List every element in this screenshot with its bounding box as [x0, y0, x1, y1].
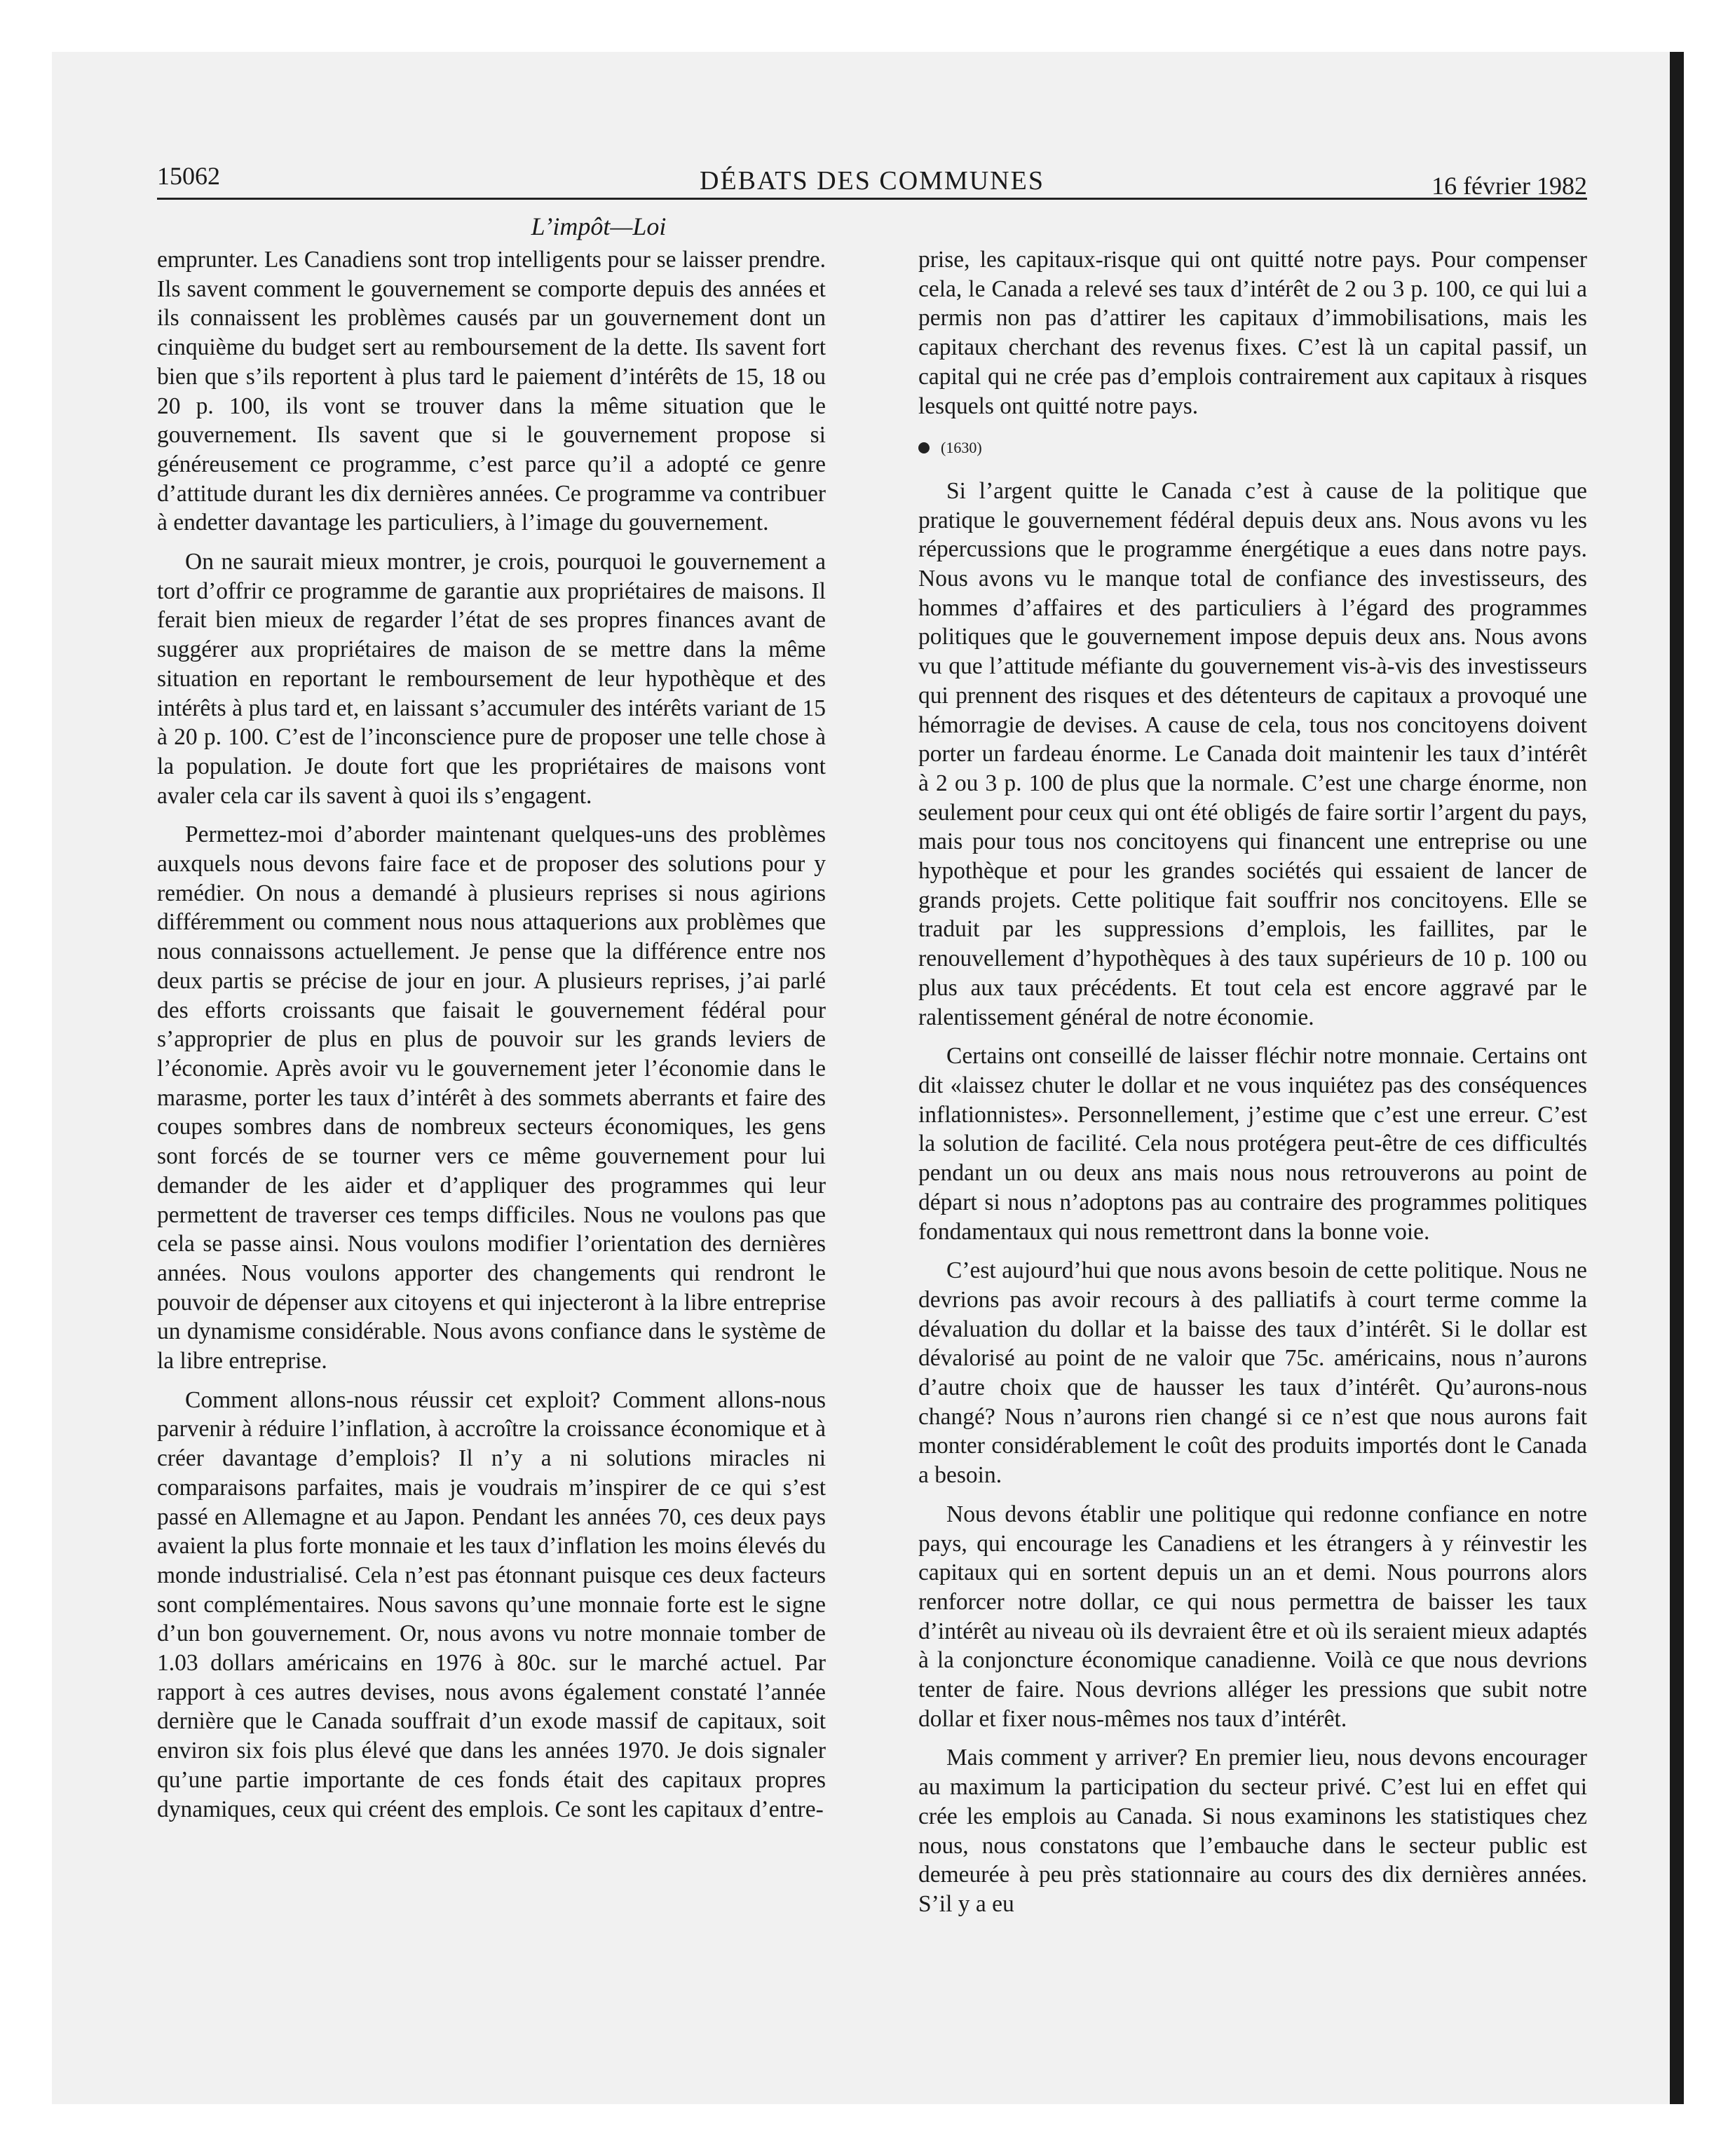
bullet-icon — [918, 442, 930, 453]
issue-date: 16 février 1982 — [1431, 172, 1587, 200]
journal-title: DÉBATS DES COMMUNES — [700, 166, 1045, 196]
paragraph: Permettez-moi d’aborder maintenant quelques-uns des problèmes auxquels nous devons faire face et de proposer des solutions pour y remédier. On nous a demandé à plusieurs reprises si nous agirions différemment ou comment nous nous attaquerions aux problèmes que nous connaissons actuellement. Je pense que la différence entre nos deux partis se précise de jour en jour. A plusieurs reprises, j’ai parlé des efforts croissants que faisait le gouvernement fédéral pour s’approprier de plus en plus de pouvoir sur les grands leviers de l’économie. Après avoir vu le gouvernement jeter l’économie dans le marasme, porter les taux d’intérêt à des sommets aberrants et faire des coupes sombres dans de nombreux secteurs économiques, les gens sont forcés de se tourner vers ce même gouvernement pour lui demander de les aider et d’appliquer des programmes qui leur permettent de traverser ces temps difficiles. Nous ne voulons pas que cela se passe ainsi. Nous voulons modifier l’orientation des dernières années. Nous voulons apporter des changements qui rendront le pouvoir de dépenser aux citoyens et qui injecteront à la libre entreprise un dynamisme considérable. Nous avons confiance dans le système de la libre entreprise. — [157, 821, 826, 1374]
paragraph: On ne saurait mieux montrer, je crois, pourquoi le gouvernement a tort d’offrir ce programme de garantie aux propriétaires de maisons. Il ferait bien mieux de regarder l’état de ses propres finances avant de suggérer aux propriétaires de maison de se mettre dans la même situation en reportant le remboursement de leur hypothèque et des intérêts à plus tard et, en laissant s’accumuler des intérêts variant de 15 à 20 p. 100. C’est de l’inconscience pure de proposer une telle chose à la population. Je doute fort que les propriétaires de maisons vont avaler cela car ils savent à quoi ils s’engagent. — [157, 549, 826, 809]
paragraph: Comment allons-nous réussir cet exploit? Comment allons-nous parvenir à réduire l’inflation, à accroître la croissance économique et à créer davantage d’emplois? Il n’y a ni solutions miracles ni comparaisons parfaites, mais je voudrais m’inspirer de ce qui s’est passé en Allemagne et au Japon. Pendant les années 70, ces deux pays avaient la plus forte monnaie et les taux d’inflation les moins élevés du monde industrialisé. Cela n’est pas étonnant puisque ces deux facteurs sont complémentaires. Nous savons qu’une monnaie forte est le signe d’un bon gouvernement. Or, nous avons vu notre monnaie tomber de 1.03 dollars américains en 1976 à 80c. sur le marché actuel. Par rapport à ces autres devises, nous avons également constaté l’année dernière que le Canada souffrait d’un exode massif de capitaux, soit environ six fois plus élevé que dans les années 1970. Je dois signaler qu’une partie importante de ces fonds était des capitaux propres dynamiques, ceux qui créent des emplois. Ce sont les capitaux d’entre- — [157, 1386, 826, 1822]
paragraph: C’est aujourd’hui que nous avons besoin de cette politique. Nous ne devrions pas avoir recours à des palliatifs à court terme comme la dévaluation du dollar et la baisse des taux d’intérêt. Si le dollar est dévalorisé au point de ne valoir que 75c. américains, nous n’aurons d’autre choix que de hausser les taux d’intérêt. Qu’aurons-nous changé? Nous n’aurons rien changé si ce n’est que nous aurons fait monter considérablement le coût des produits importés dont le Canada a besoin. — [918, 1257, 1587, 1489]
paragraph: Mais comment y arriver? En premier lieu, nous devons encourager au maximum la participation du secteur privé. C’est lui en effet qui crée les emplois au Canada. Si nous examinons les statistiques chez nous, nous constatons que l’embauche dans le secteur public est demeurée à peu près stationnaire au cours des dix dernières années. S’il y a eu — [918, 1745, 1587, 1917]
right-column — [918, 245, 1587, 1929]
time-marker — [918, 433, 1587, 463]
document-page — [157, 161, 1587, 1929]
running-title: L’impôt—Loi — [531, 212, 667, 240]
page-number: 15062 — [157, 162, 220, 190]
header-rule — [157, 198, 1587, 200]
left-column — [157, 245, 826, 1929]
paragraph: Certains ont conseillé de laisser fléchir notre monnaie. Certains ont dit «laissez chuter le dollar et ne vous inquiétez pas des conséquences inflationnistes». Personnellement, j’estime que c’est une erreur. C’est la solution de facilité. Cela nous protégera peut-être de ces difficultés pendant un ou deux ans mais nous nous retrouverons au point de départ si nous n’adoptons pas au contraire des programmes politiques fondamentaux qui nous remettront dans la bonne voie. — [918, 1043, 1587, 1245]
paragraph: Nous devons établir une politique qui redonne confiance en notre pays, qui encourage les Canadiens et les étrangers à y réinvestir les capitaux qui en sortent depuis un an et demi. Nous pourrons alors renforcer notre dollar, ce qui nous permettra de baisser les taux d’intérêt au niveau où ils devraient être et où ils seraient mieux adaptés à la conjoncture économique canadienne. Voilà ce que nous devrions tenter de faire. Nous devrions alléger les pressions que subit notre dollar et fixer nous-mêmes nos taux d’intérêt. — [918, 1501, 1587, 1732]
scan-edge-shadow — [1670, 52, 1684, 2104]
page-header — [157, 161, 1587, 199]
time-marker-text: (1630) — [941, 439, 982, 457]
paragraph: Si l’argent quitte le Canada c’est à cause de la politique que pratique le gouvernement fédéral depuis deux ans. Nous avons vu les répercussions que le programme énergétique a eues dans notre pays. Nous avons vu le manque total de confiance des investisseurs, des hommes d’affaires et des particuliers à l’égard des programmes politiques que le gouvernement impose depuis deux ans. Nous avons vu que l’attitude méfiante du gouvernement vis-à-vis des investisseurs qui prennent des risques et des détenteurs de capitaux a provoqué une hémorragie de devises. A cause de cela, tous nos concitoyens doivent porter un fardeau énorme. Le Canada doit maintenir les taux d’intérêt à 2 ou 3 p. 100 de plus que la normale. C’est une charge énorme, non seulement pour ceux qui ont été obligés de faire sortir l’argent du pays, mais pour tous nos concitoyens qui financent une entreprise ou une hypothèque et pour les grandes sociétés qui essaient de lancer de grands projets. Cette politique fait souffrir nos concitoyens. Elle se traduit par les suppressions d’emplois, les faillites, par le renouvellement d’hypothèques à des taux supérieurs de 10 p. 100 ou plus aux taux précédents. Et tout cela est encore aggravé par le ralentissement général de notre économie. — [918, 477, 1587, 1030]
paragraph: emprunter. Les Canadiens sont trop intelligents pour se laisser prendre. Ils savent comment le gouvernement se comporte depuis des années et ils connaissent les problèmes causés par un gouvernement dont un cinquième du budget sert au remboursement de la dette. Ils savent fort bien que s’ils reportent à plus tard le paiement d’intérêts de 15, 18 ou 20 p. 100, ils vont se trouver dans la même situation que le gouvernement. Ils savent que si le gouvernement propose si généreusement ce programme, c’est parce qu’il a adopté ce genre d’attitude durant les dix dernières années. Ce programme va contribuer à endetter davantage les particuliers, à l’image du gouvernement. — [157, 247, 826, 536]
text-columns — [157, 245, 1587, 1929]
paragraph: prise, les capitaux-risque qui ont quitté notre pays. Pour compenser cela, le Canada a relevé ses taux d’intérêt de 2 ou 3 p. 100, ce qui lui a permis non pas d’attirer les capitaux d’immobilisations, mais les capitaux cherchant des revenus fixes. C’est là un capital passif, un capital qui ne crée pas d’emplois contrairement aux capitaux à risques lesquels ont quitté notre pays. — [918, 247, 1587, 419]
